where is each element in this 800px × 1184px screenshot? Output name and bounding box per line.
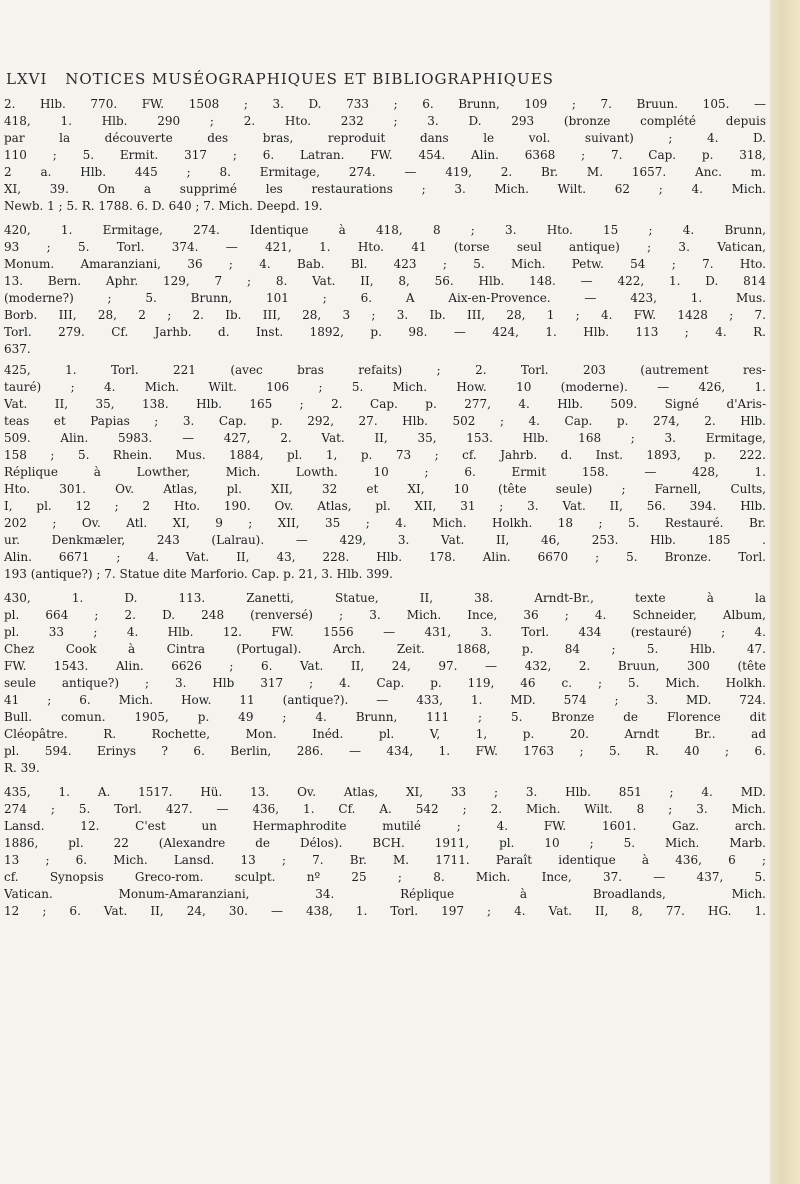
text-line: Newb. 1 ; 5. R. 1788. 6. D. 640 ; 7. Mich. Deepd. 19.	[4, 199, 323, 213]
text-line: 158 ; 5. Rhein. Mus. 1884, pl. 1, p. 73 ; cf. Jahrb. d. Inst. 1893, p. 222.	[4, 448, 766, 462]
text-line: tauré) ; 4. Mich. Wilt. 106 ; 5. Mich. How. 10 (moderne). — 426, 1.	[4, 380, 766, 394]
text-line: 110 ; 5. Ermit. 317 ; 6. Latran. FW. 454. Alin. 6368 ; 7. Cap. p. 318,	[4, 148, 766, 162]
book-page-edge	[770, 0, 800, 1184]
text-line: pl. 664 ; 2. D. 248 (renversé) ; 3. Mich. Ince, 36 ; 4. Schneider, Album,	[4, 608, 766, 622]
text-line: Bull. comun. 1905, p. 49 ; 4. Brunn, 111 ; 5. Bronze de Florence dit	[4, 710, 766, 724]
text-line: 425, 1. Torl. 221 (avec bras refaits) ; 2. Torl. 203 (autrement res-	[4, 363, 766, 377]
text-line: Cléopâtre. R. Rochette, Mon. Inéd. pl. V, 1, p. 20. Arndt Br.. ad	[4, 727, 766, 741]
text-line: Torl. 279. Cf. Jarhb. d. Inst. 1892, p. 98. — 424, 1. Hlb. 113 ; 4. R.	[4, 325, 766, 339]
text-line: cf. Synopsis Greco-rom. sculpt. nº 25 ; 8. Mich. Ince, 37. — 437, 5.	[4, 870, 766, 884]
text-line: pl. 594. Erinys ? 6. Berlin, 286. — 434, 1. FW. 1763 ; 5. R. 40 ; 6.	[4, 744, 766, 758]
text-line: Vat. II, 35, 138. Hlb. 165 ; 2. Cap. p. 277, 4. Hlb. 509. Signé d'Aris-	[4, 397, 766, 411]
text-line: 41 ; 6. Mich. How. 11 (antique?). — 433, 1. MD. 574 ; 3. MD. 724.	[4, 693, 766, 707]
text-line: 420, 1. Ermitage, 274. Identique à 418, 8 ; 3. Hto. 15 ; 4. Brunn,	[4, 223, 766, 237]
text-line: Monum. Amaranziani, 36 ; 4. Bab. Bl. 423 ; 5. Mich. Petw. 54 ; 7. Hto.	[4, 257, 766, 271]
page-number: LXVI	[6, 70, 48, 88]
text-line: Hto. 301. Ov. Atlas, pl. XII, 32 et XI, 10 (tête seule) ; Farnell, Cults,	[4, 482, 766, 496]
text-line: 274 ; 5. Torl. 427. — 436, 1. Cf. A. 542 ; 2. Mich. Wilt. 8 ; 3. Mich.	[4, 802, 766, 816]
text-line: FW. 1543. Alin. 6626 ; 6. Vat. II, 24, 97. — 432, 2. Bruun, 300 (tête	[4, 659, 766, 673]
text-line: 637.	[4, 342, 31, 356]
text-line: 435, 1. A. 1517. Hü. 13. Ov. Atlas, XI, 33 ; 3. Hlb. 851 ; 4. MD.	[4, 785, 766, 799]
text-line: 12 ; 6. Vat. II, 24, 30. — 438, 1. Torl. 197 ; 4. Vat. II, 8, 77. HG. 1.	[4, 904, 766, 918]
text-line: 2 a. Hlb. 445 ; 8. Ermitage, 274. — 419, 2. Br. M. 1657. Anc. m.	[4, 165, 766, 179]
text-line: 418, 1. Hlb. 290 ; 2. Hto. 232 ; 3. D. 293 (bronze complété depuis	[4, 114, 766, 128]
text-line: 1886, pl. 22 (Alexandre de Délos). BCH. 1911, pl. 10 ; 5. Mich. Marb.	[4, 836, 766, 850]
text-line: 509. Alin. 5983. — 427, 2. Vat. II, 35, 153. Hlb. 168 ; 3. Ermitage,	[4, 431, 766, 445]
text-line: teas et Papias ; 3. Cap. p. 292, 27. Hlb. 502 ; 4. Cap. p. 274, 2. Hlb.	[4, 414, 766, 428]
text-line: Borb. III, 28, 2 ; 2. Ib. III, 28, 3 ; 3. Ib. III, 28, 1 ; 4. FW. 1428 ; 7.	[4, 308, 766, 322]
text-line: 13 ; 6. Mich. Lansd. 13 ; 7. Br. M. 1711. Paraît identique à 436, 6 ;	[4, 853, 766, 867]
text-line: XI, 39. On a supprimé les restaurations ; 3. Mich. Wilt. 62 ; 4. Mich.	[4, 182, 766, 196]
text-line: Chez Cook à Cintra (Portugal). Arch. Zeit. 1868, p. 84 ; 5. Hlb. 47.	[4, 642, 766, 656]
text-line: R. 39.	[4, 761, 40, 775]
text-line: 93 ; 5. Torl. 374. — 421, 1. Hto. 41 (torse seul antique) ; 3. Vatican,	[4, 240, 766, 254]
text-line: par la découverte des bras, reproduit dans le vol. suivant) ; 4. D.	[4, 131, 766, 145]
text-line: I, pl. 12 ; 2 Hto. 190. Ov. Atlas, pl. XII, 31 ; 3. Vat. II, 56. 394. Hlb.	[4, 499, 766, 513]
text-line: 193 (antique?) ; 7. Statue dite Marforio. Cap. p. 21, 3. Hlb. 399.	[4, 567, 393, 581]
running-title: NOTICES MUSÉOGRAPHIQUES ET BIBLIOGRAPHIQUES	[65, 70, 554, 88]
text-line: Lansd. 12. C'est un Hermaphrodite mutilé ; 4. FW. 1601. Gaz. arch.	[4, 819, 766, 833]
text-line: ur. Denkmæler, 243 (Lalrau). — 429, 3. Vat. II, 46, 253. Hlb. 185 .	[4, 533, 766, 547]
text-line: 13. Bern. Aphr. 129, 7 ; 8. Vat. II, 8, 56. Hlb. 148. — 422, 1. D. 814	[4, 274, 766, 288]
text-line: (moderne?) ; 5. Brunn, 101 ; 6. A Aix-en-Provence. — 423, 1. Mus.	[4, 291, 766, 305]
running-header	[6, 70, 706, 88]
text-line: 202 ; Ov. Atl. XI, 9 ; XII, 35 ; 4. Mich. Holkh. 18 ; 5. Restauré. Br.	[4, 516, 766, 530]
text-line: Réplique à Lowther, Mich. Lowth. 10 ; 6. Ermit 158. — 428, 1.	[4, 465, 766, 479]
text-line: 2. Hlb. 770. FW. 1508 ; 3. D. 733 ; 6. Brunn, 109 ; 7. Bruun. 105. —	[4, 97, 766, 111]
text-line: Vatican. Monum-Amaranziani, 34. Réplique à Broadlands, Mich.	[4, 887, 766, 901]
text-line: Alin. 6671 ; 4. Vat. II, 43, 228. Hlb. 178. Alin. 6670 ; 5. Bronze. Torl.	[4, 550, 766, 564]
text-line: pl. 33 ; 4. Hlb. 12. FW. 1556 — 431, 3. Torl. 434 (restauré) ; 4.	[4, 625, 766, 639]
text-line: seule antique?) ; 3. Hlb 317 ; 4. Cap. p. 119, 46 c. ; 5. Mich. Holkh.	[4, 676, 766, 690]
text-line: 430, 1. D. 113. Zanetti, Statue, II, 38. Arndt-Br., texte à la	[4, 591, 766, 605]
